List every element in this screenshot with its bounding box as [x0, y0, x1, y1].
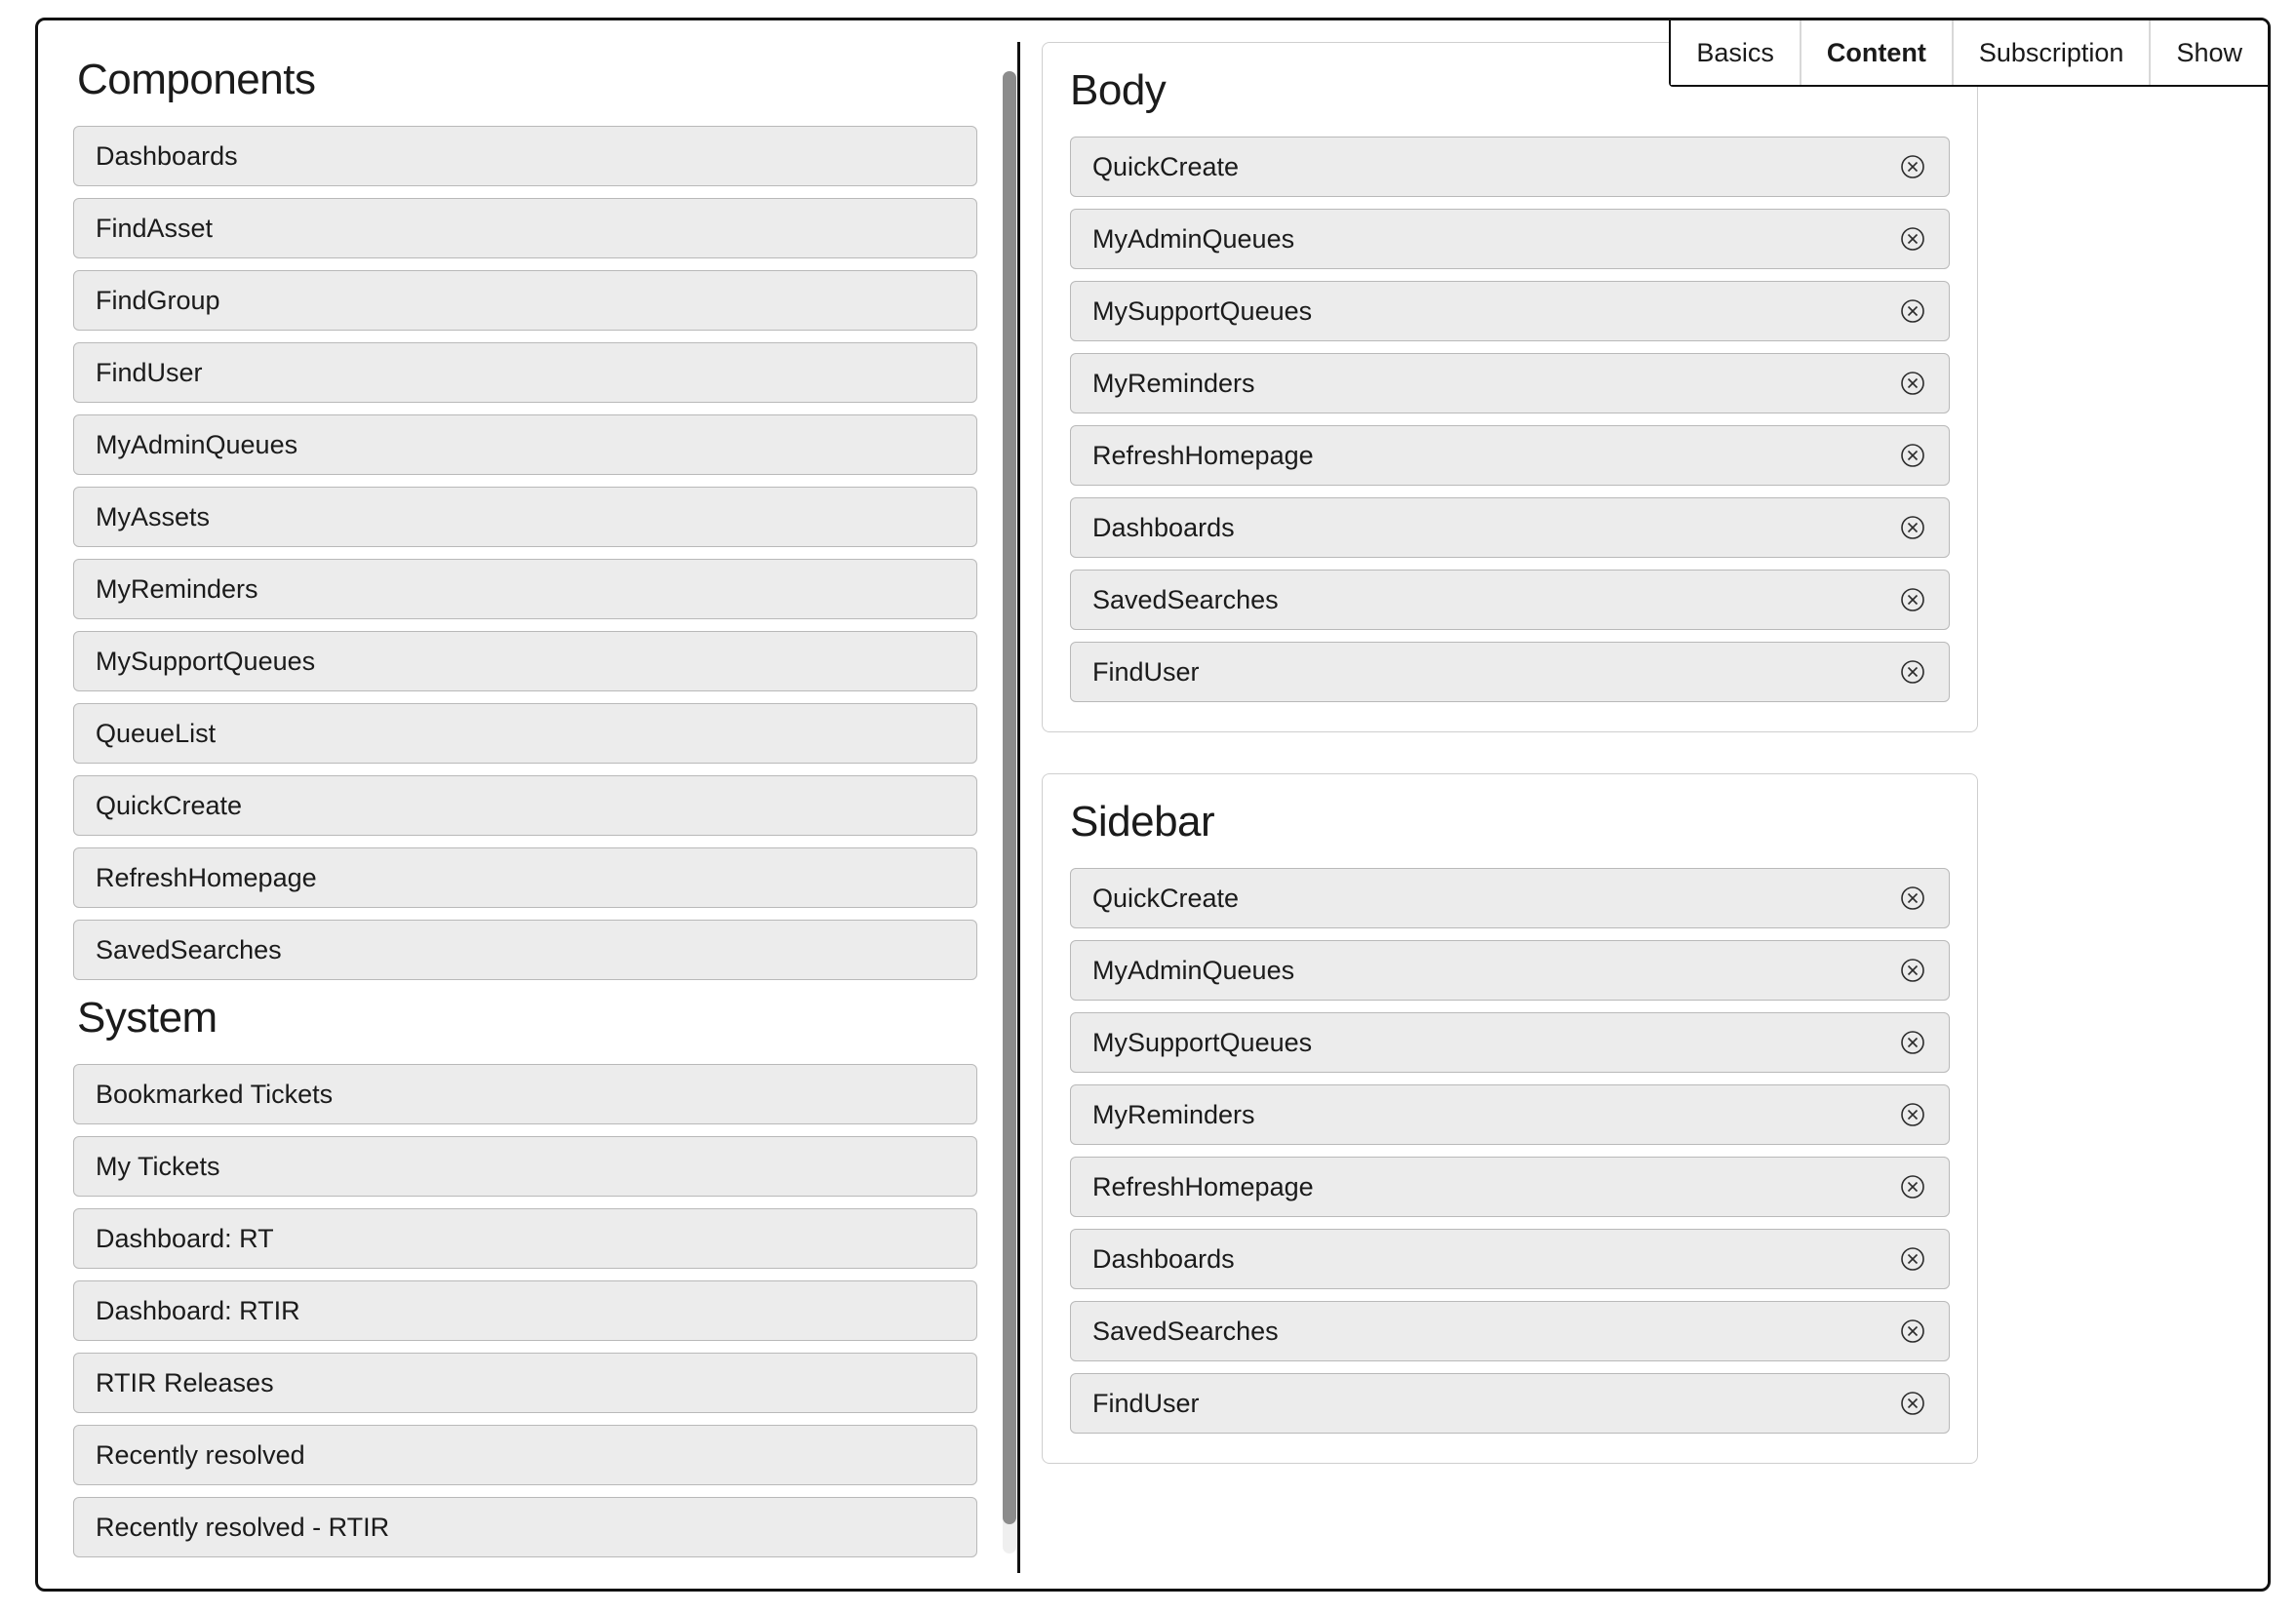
list-item-label: RefreshHomepage: [96, 862, 317, 892]
remove-circle-icon[interactable]: [1898, 956, 1927, 985]
list-item[interactable]: [73, 342, 977, 403]
list-item-label: FindUser: [1092, 1388, 1200, 1418]
list-item-label: FindGroup: [96, 285, 220, 315]
tab-label: Subscription: [1978, 37, 2124, 67]
list-item[interactable]: [1070, 1012, 1950, 1073]
list-item[interactable]: [73, 1280, 977, 1341]
available-components-scroll-content: [59, 42, 991, 1569]
remove-circle-icon[interactable]: [1898, 657, 1927, 687]
remove-circle-icon[interactable]: [1898, 1028, 1927, 1057]
list-item-label: Dashboard: RT: [96, 1223, 274, 1253]
list-item[interactable]: [1070, 209, 1950, 269]
list-item-label: Dashboards: [1092, 1243, 1235, 1274]
list-item-label: RefreshHomepage: [1092, 440, 1314, 470]
tab-basics[interactable]: [1671, 20, 1801, 85]
remove-circle-icon[interactable]: [1898, 152, 1927, 181]
list-item[interactable]: [1070, 1229, 1950, 1289]
list-item[interactable]: [73, 703, 977, 764]
list-item[interactable]: [73, 920, 977, 980]
list-item-label: MyAdminQueues: [1092, 223, 1295, 254]
list-item-label: Dashboards: [96, 140, 238, 171]
list-item[interactable]: [1070, 1301, 1950, 1361]
remove-circle-icon[interactable]: [1898, 224, 1927, 254]
list-item-label: QuickCreate: [1092, 883, 1240, 913]
list-item-label: My Tickets: [96, 1151, 220, 1181]
list-item-label: MyReminders: [1092, 1099, 1255, 1129]
remove-circle-icon[interactable]: [1898, 1172, 1927, 1201]
list-item[interactable]: [73, 1208, 977, 1269]
content-area: [38, 20, 2268, 1589]
list-item[interactable]: [1070, 281, 1950, 341]
list-item-label: FindAsset: [96, 213, 214, 243]
tab-subscription[interactable]: [1954, 20, 2152, 85]
list-item-label: FindUser: [96, 357, 203, 387]
remove-circle-icon[interactable]: [1898, 1389, 1927, 1418]
list-item-label: SavedSearches: [1092, 584, 1279, 614]
sidebar-heading: Sidebar: [1070, 798, 1215, 846]
tab-label: Basics: [1696, 37, 1774, 67]
list-item-label: SavedSearches: [96, 934, 282, 964]
list-item-label: Recently resolved: [96, 1439, 305, 1470]
remove-circle-icon[interactable]: [1898, 296, 1927, 326]
list-item-label: Bookmarked Tickets: [96, 1079, 334, 1109]
vertical-scrollbar-track[interactable]: [1003, 71, 1016, 1554]
list-item-label: FindUser: [1092, 656, 1200, 687]
list-item[interactable]: [1070, 940, 1950, 1001]
list-item[interactable]: [1070, 497, 1950, 558]
app-window: [35, 18, 2271, 1592]
list-item[interactable]: [73, 1136, 977, 1197]
tab-content[interactable]: [1801, 20, 1954, 85]
list-item-label: MySupportQueues: [1092, 295, 1313, 326]
list-item-label: MyAdminQueues: [1092, 955, 1295, 985]
remove-circle-icon[interactable]: [1898, 369, 1927, 398]
tab-label: Show: [2176, 37, 2242, 67]
remove-circle-icon[interactable]: [1898, 441, 1927, 470]
tab-show[interactable]: [2151, 20, 2268, 85]
remove-circle-icon[interactable]: [1898, 884, 1927, 913]
list-item-label: MyAssets: [96, 501, 211, 531]
list-item[interactable]: [73, 775, 977, 836]
list-item[interactable]: [1070, 353, 1950, 413]
list-item[interactable]: [1070, 137, 1950, 197]
list-item[interactable]: [1070, 642, 1950, 702]
empty-right-region: [1992, 42, 2246, 1589]
list-item[interactable]: [73, 198, 977, 258]
list-item-label: RefreshHomepage: [1092, 1171, 1314, 1201]
list-item-label: MySupportQueues: [1092, 1027, 1313, 1057]
list-item[interactable]: [73, 1425, 977, 1485]
list-item-label: QueueList: [96, 718, 217, 748]
list-item[interactable]: [73, 847, 977, 908]
list-item[interactable]: [1070, 1084, 1950, 1145]
list-item-label: MySupportQueues: [96, 646, 316, 676]
list-item[interactable]: [73, 559, 977, 619]
list-item[interactable]: [73, 487, 977, 547]
tab-bar: [1669, 20, 2268, 87]
available-components-panel: [59, 42, 1020, 1573]
remove-circle-icon[interactable]: [1898, 1244, 1927, 1274]
list-item[interactable]: [73, 1353, 977, 1413]
list-item-label: MyReminders: [96, 573, 258, 604]
list-item-label: QuickCreate: [96, 790, 243, 820]
list-item[interactable]: [73, 1497, 977, 1557]
layout-columns: [1020, 42, 1992, 1589]
list-item[interactable]: [1070, 1373, 1950, 1434]
list-item[interactable]: [73, 126, 977, 186]
list-item[interactable]: [1070, 570, 1950, 630]
list-item-label: Dashboard: RTIR: [96, 1295, 300, 1325]
list-item[interactable]: [73, 270, 977, 331]
list-item-label: MyReminders: [1092, 368, 1255, 398]
list-item[interactable]: [73, 631, 977, 691]
remove-circle-icon[interactable]: [1898, 585, 1927, 614]
list-item-label: QuickCreate: [1092, 151, 1240, 181]
list-item[interactable]: [1070, 425, 1950, 486]
list-item-label: Dashboards: [1092, 512, 1235, 542]
list-item-label: RTIR Releases: [96, 1367, 274, 1397]
components-list: [59, 126, 991, 980]
vertical-scrollbar-thumb[interactable]: [1003, 71, 1016, 1524]
system-list: [59, 1064, 991, 1557]
panel-divider: [1017, 42, 1020, 1573]
remove-circle-icon[interactable]: [1898, 1317, 1927, 1346]
sidebar-dropzone: [1042, 773, 1978, 1464]
body-dropzone: [1042, 42, 1978, 732]
list-item-label: MyAdminQueues: [96, 429, 298, 459]
list-item[interactable]: [73, 1064, 977, 1124]
list-item[interactable]: [73, 414, 977, 475]
components-heading: Components: [77, 56, 316, 103]
remove-circle-icon[interactable]: [1898, 1100, 1927, 1129]
list-item-label: SavedSearches: [1092, 1316, 1279, 1346]
list-item[interactable]: [1070, 868, 1950, 928]
remove-circle-icon[interactable]: [1898, 513, 1927, 542]
list-item-label: Recently resolved - RTIR: [96, 1512, 390, 1542]
system-heading: System: [77, 994, 218, 1042]
list-item[interactable]: [1070, 1157, 1950, 1217]
body-heading: Body: [1070, 66, 1167, 114]
tab-label: Content: [1826, 37, 1926, 67]
